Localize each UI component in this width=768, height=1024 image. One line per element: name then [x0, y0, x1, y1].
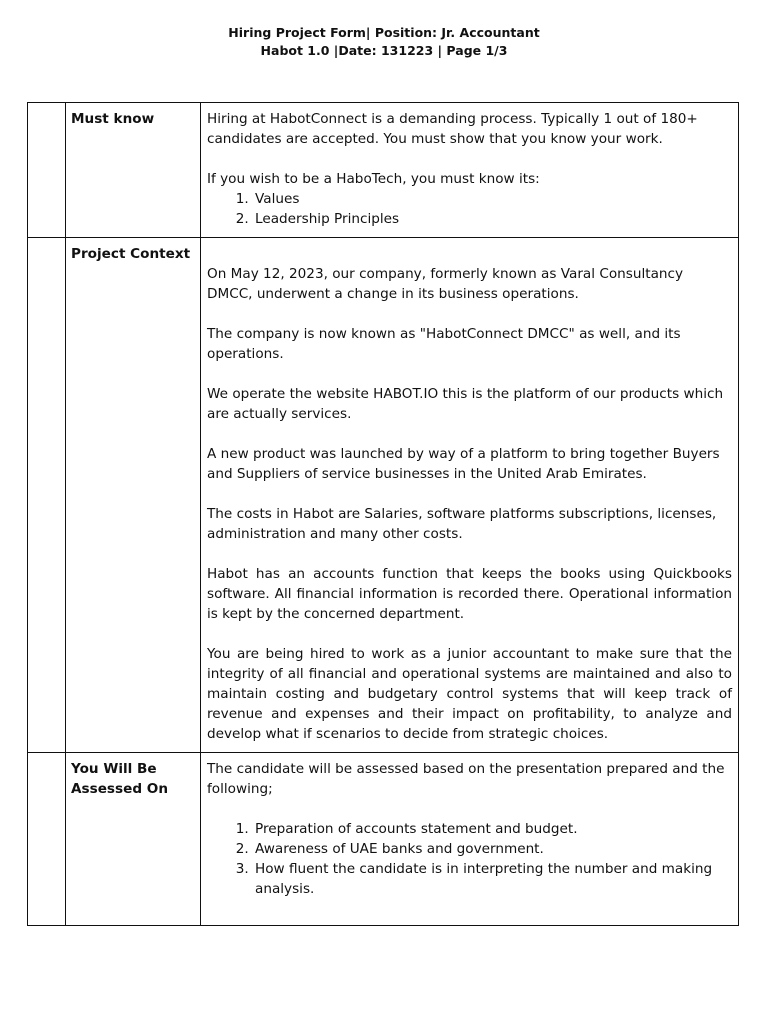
row-must-know — [28, 103, 739, 238]
paragraph: Habot has an accounts function that keeps the books using Quickbooks software. All financial information is recorded there. Operational information is kept by the concerned department. — [207, 566, 732, 622]
row-assessment — [28, 753, 739, 926]
row-content — [201, 753, 739, 926]
paragraph: We operate the website HABOT.IO this is the platform of our products which are actually services. — [207, 386, 724, 422]
row-index-cell — [28, 238, 66, 753]
row-content — [201, 103, 739, 238]
paragraph: If you wish to be a HaboTech, you must know its: — [207, 171, 540, 187]
row-label: Must know — [66, 103, 201, 238]
list-item: 2. Awareness of UAE banks and government. — [253, 839, 732, 859]
row-index-cell — [28, 753, 66, 926]
row-label: Project Context — [66, 238, 201, 753]
paragraph: Hiring at HabotConnect is a demanding process. Typically 1 out of 180+ candidates are accepted. You must show that you know your work. — [207, 111, 698, 147]
paragraph: On May 12, 2023, our company, formerly known as Varal Consultancy DMCC, underwent a change in its business operations. — [207, 266, 684, 302]
header-title: Hiring Project Form| Position: Jr. Accountant — [228, 25, 540, 40]
list-item: 1. Preparation of accounts statement and budget. — [253, 819, 732, 839]
row-index-cell — [28, 103, 66, 238]
row-content — [201, 238, 739, 753]
paragraph: The company is now known as "HabotConnect DMCC" as well, and its operations. — [207, 326, 681, 362]
row-project-context — [28, 238, 739, 753]
paragraph: The candidate will be assessed based on the presentation prepared and the following; — [207, 761, 725, 797]
list-item: 3. How fluent the candidate is in interpreting the number and making analysis. — [253, 859, 732, 899]
assessment-list — [207, 819, 732, 899]
paragraph: You are being hired to work as a junior accountant to make sure that the integrity of all financial and operational systems are maintained and also to maintain costing and budgetary control systems that will keep track of revenue and expenses and their impact on profitability, to analyze and develop what if scenarios to decide from strategic choices. — [207, 646, 732, 742]
paragraph: A new product was launched by way of a platform to bring together Buyers and Suppliers of service businesses in the United Arab Emirates. — [207, 446, 720, 482]
form-table — [27, 102, 739, 926]
list-item: 1. Values — [253, 189, 732, 209]
page-header — [0, 24, 768, 60]
row-label: You Will Be Assessed On — [66, 753, 201, 926]
must-know-list — [207, 189, 732, 229]
list-item: 2. Leadership Principles — [253, 209, 732, 229]
paragraph: The costs in Habot are Salaries, software platforms subscriptions, licenses, administration and many other costs. — [207, 506, 717, 542]
header-meta: Habot 1.0 |Date: 131223 | Page 1/3 — [260, 43, 508, 58]
